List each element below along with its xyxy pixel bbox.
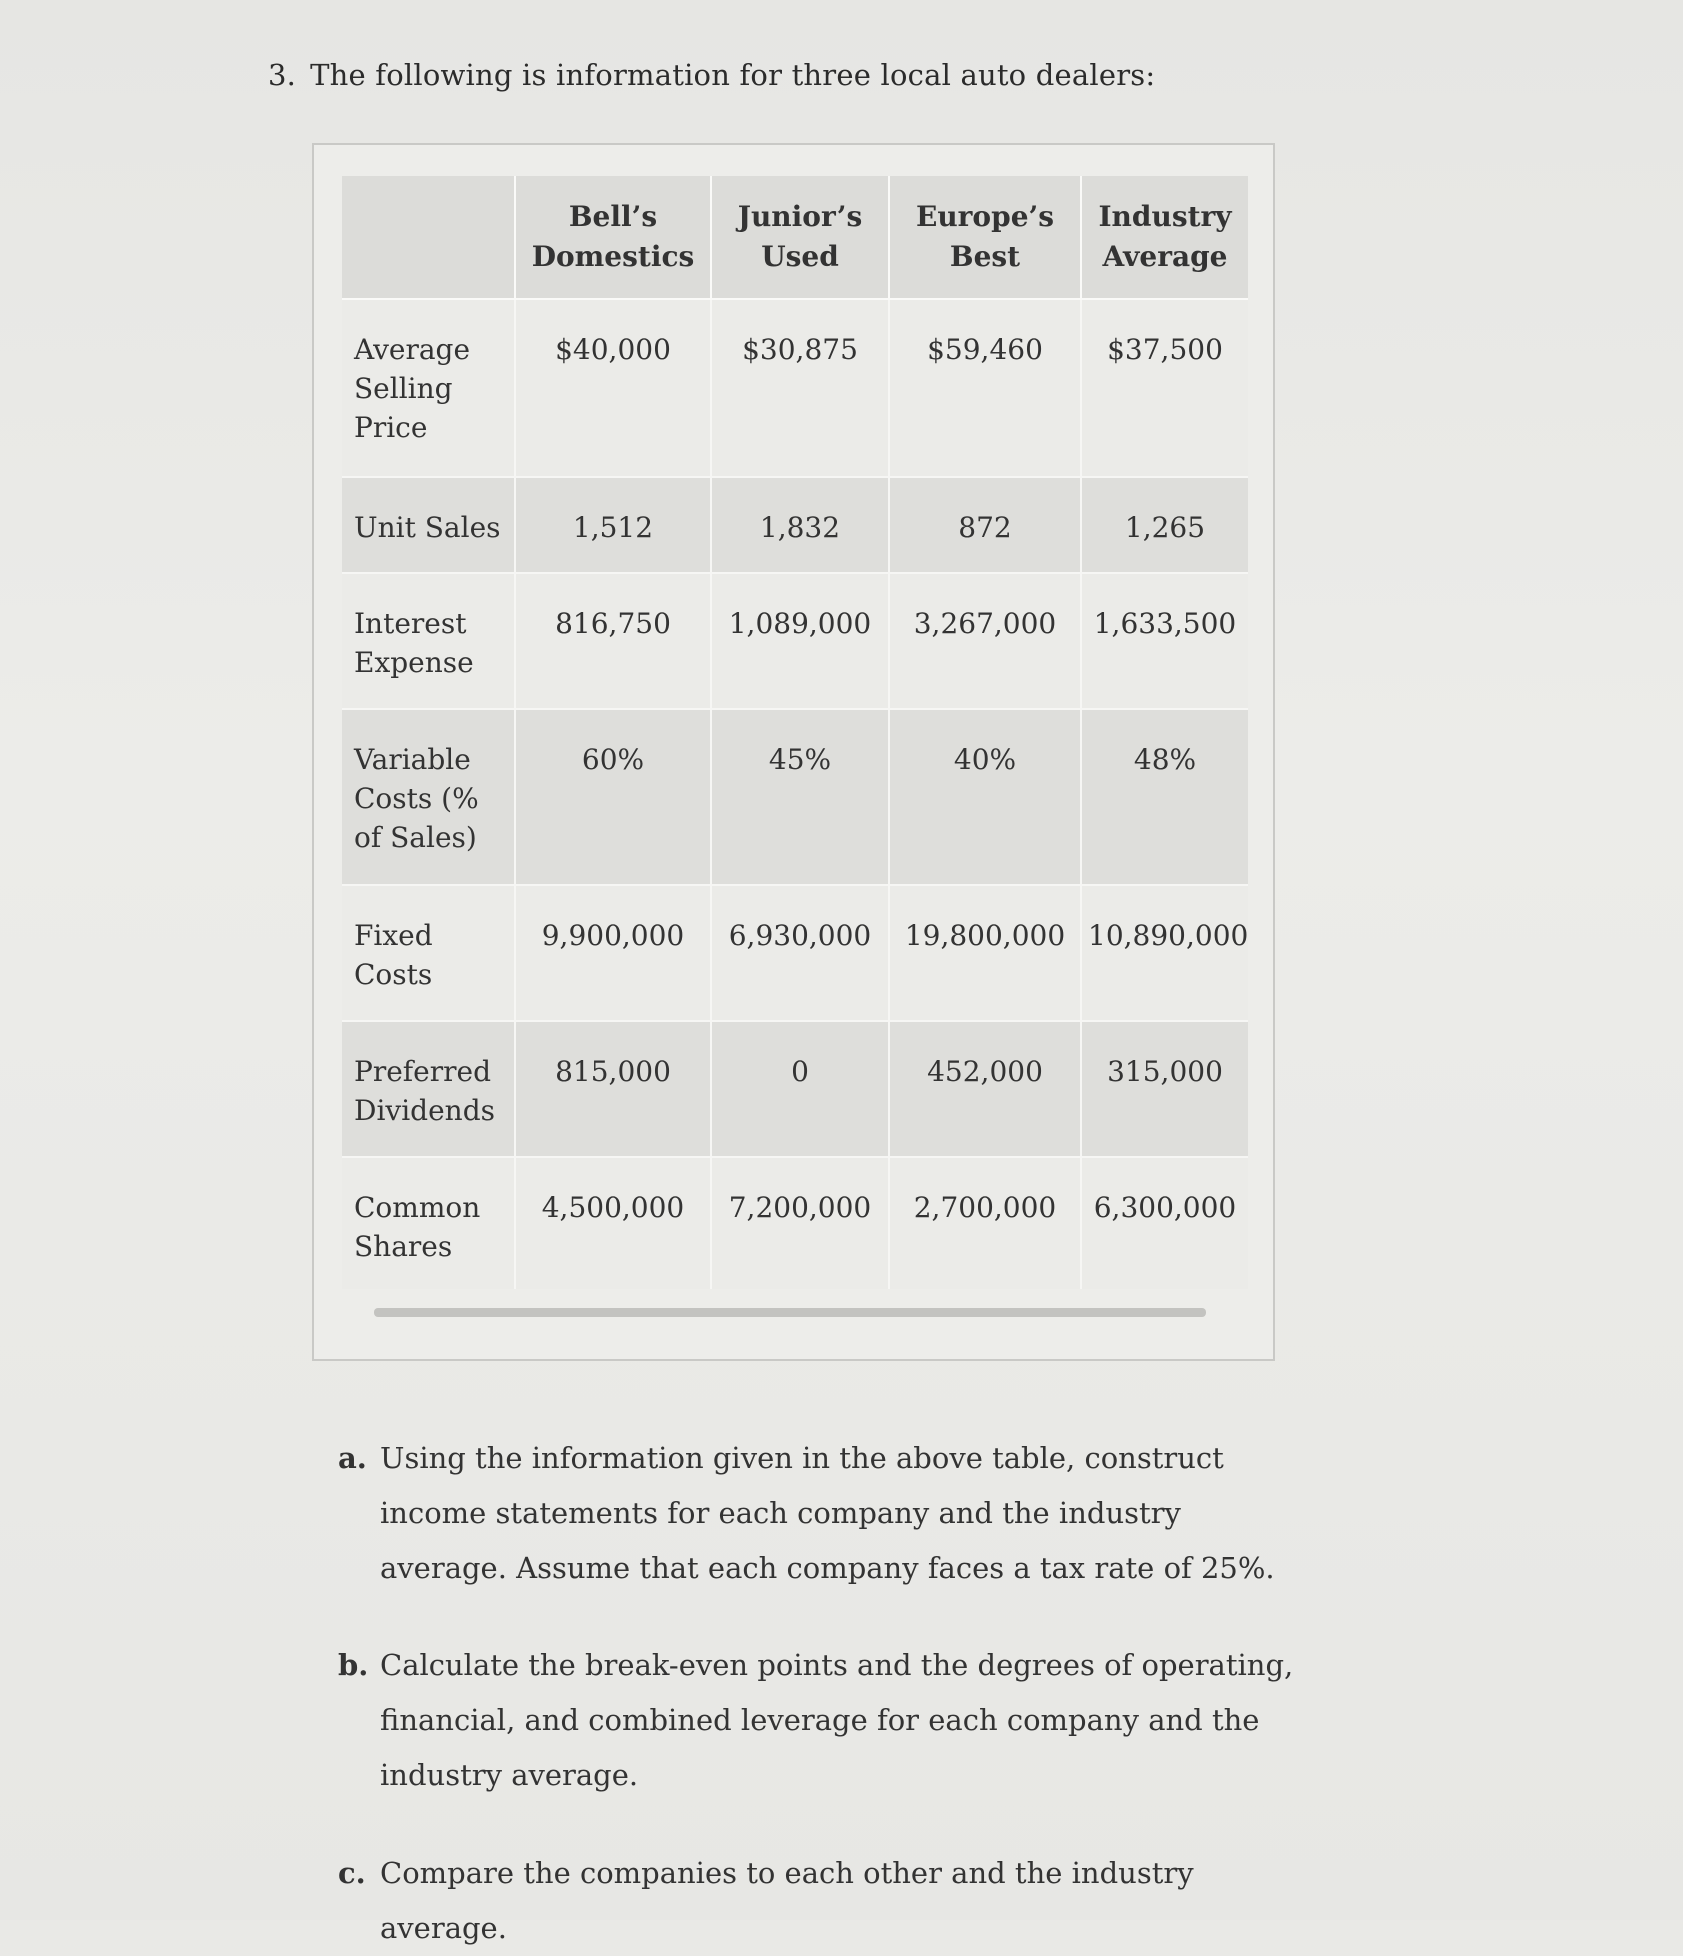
header-cell-europes-best: Europe’s Best	[889, 176, 1081, 299]
row-label: Average Selling Price	[342, 299, 515, 477]
table-cell: 9,900,000	[515, 885, 711, 1021]
row-label: Fixed Costs	[342, 885, 515, 1021]
table-cell: 3,267,000	[889, 573, 1081, 709]
table-cell: 19,800,000	[889, 885, 1081, 1021]
table-cell: 872	[889, 477, 1081, 573]
table-row	[342, 573, 1248, 709]
table-cell: 0	[711, 1021, 889, 1157]
table-row	[342, 299, 1248, 477]
table-cell: 1,265	[1081, 477, 1248, 573]
table-cell: 1,089,000	[711, 573, 889, 709]
table-cell: $37,500	[1081, 299, 1248, 477]
table-cell: 6,300,000	[1081, 1157, 1248, 1289]
table-row	[342, 1021, 1248, 1157]
row-label: Common Shares	[342, 1157, 515, 1289]
subquestion-c	[338, 1846, 1300, 1956]
question-number: 3.	[268, 58, 297, 92]
table-cell: 7,200,000	[711, 1157, 889, 1289]
auto-dealers-table	[342, 176, 1248, 1289]
subquestion-text: Using the information given in the above table, construct income statements for each company and the industry average. Assume that each company faces a tax rate of 25%.	[380, 1441, 1275, 1585]
header-cell-empty	[342, 176, 515, 299]
table-cell: 60%	[515, 709, 711, 885]
subquestion-letter: c.	[338, 1856, 366, 1890]
question-heading	[268, 58, 1155, 92]
table-cell: 815,000	[515, 1021, 711, 1157]
table-cell: 40%	[889, 709, 1081, 885]
header-cell-industry-average: Industry Average	[1081, 176, 1248, 299]
table-cell: 45%	[711, 709, 889, 885]
table-cell: 1,633,500	[1081, 573, 1248, 709]
subquestion-text: Compare the companies to each other and the industry average.	[380, 1856, 1194, 1945]
subquestion-a	[338, 1431, 1300, 1596]
table-cell: 1,832	[711, 477, 889, 573]
table-cell: 816,750	[515, 573, 711, 709]
header-cell-juniors-used: Junior’s Used	[711, 176, 889, 299]
table-row	[342, 477, 1248, 573]
subquestion-b	[338, 1638, 1300, 1803]
table-cell: $40,000	[515, 299, 711, 477]
table-row	[342, 709, 1248, 885]
row-label: Interest Expense	[342, 573, 515, 709]
table-cell: 10,890,000	[1081, 885, 1248, 1021]
table-cell: 315,000	[1081, 1021, 1248, 1157]
table-cell: $30,875	[711, 299, 889, 477]
row-label: Unit Sales	[342, 477, 515, 573]
header-cell-bells-domestics: Bell’s Domestics	[515, 176, 711, 299]
subquestion-letter: b.	[338, 1648, 369, 1682]
row-label: Variable Costs (% of Sales)	[342, 709, 515, 885]
table-row	[342, 1157, 1248, 1289]
table-cell: 2,700,000	[889, 1157, 1081, 1289]
table-cell: $59,460	[889, 299, 1081, 477]
subquestion-letter: a.	[338, 1441, 367, 1475]
table-horizontal-scrollbar[interactable]	[374, 1308, 1206, 1317]
table-header-row	[342, 176, 1248, 299]
subquestion-text: Calculate the break-even points and the degrees of operating, financial, and combined leverage for each company and the industry average.	[380, 1648, 1294, 1792]
row-label: Preferred Dividends	[342, 1021, 515, 1157]
table-cell: 1,512	[515, 477, 711, 573]
table-cell: 48%	[1081, 709, 1248, 885]
table-row	[342, 885, 1248, 1021]
table-cell: 4,500,000	[515, 1157, 711, 1289]
table-cell: 6,930,000	[711, 885, 889, 1021]
question-text: The following is information for three local auto dealers:	[310, 58, 1156, 92]
table-cell: 452,000	[889, 1021, 1081, 1157]
